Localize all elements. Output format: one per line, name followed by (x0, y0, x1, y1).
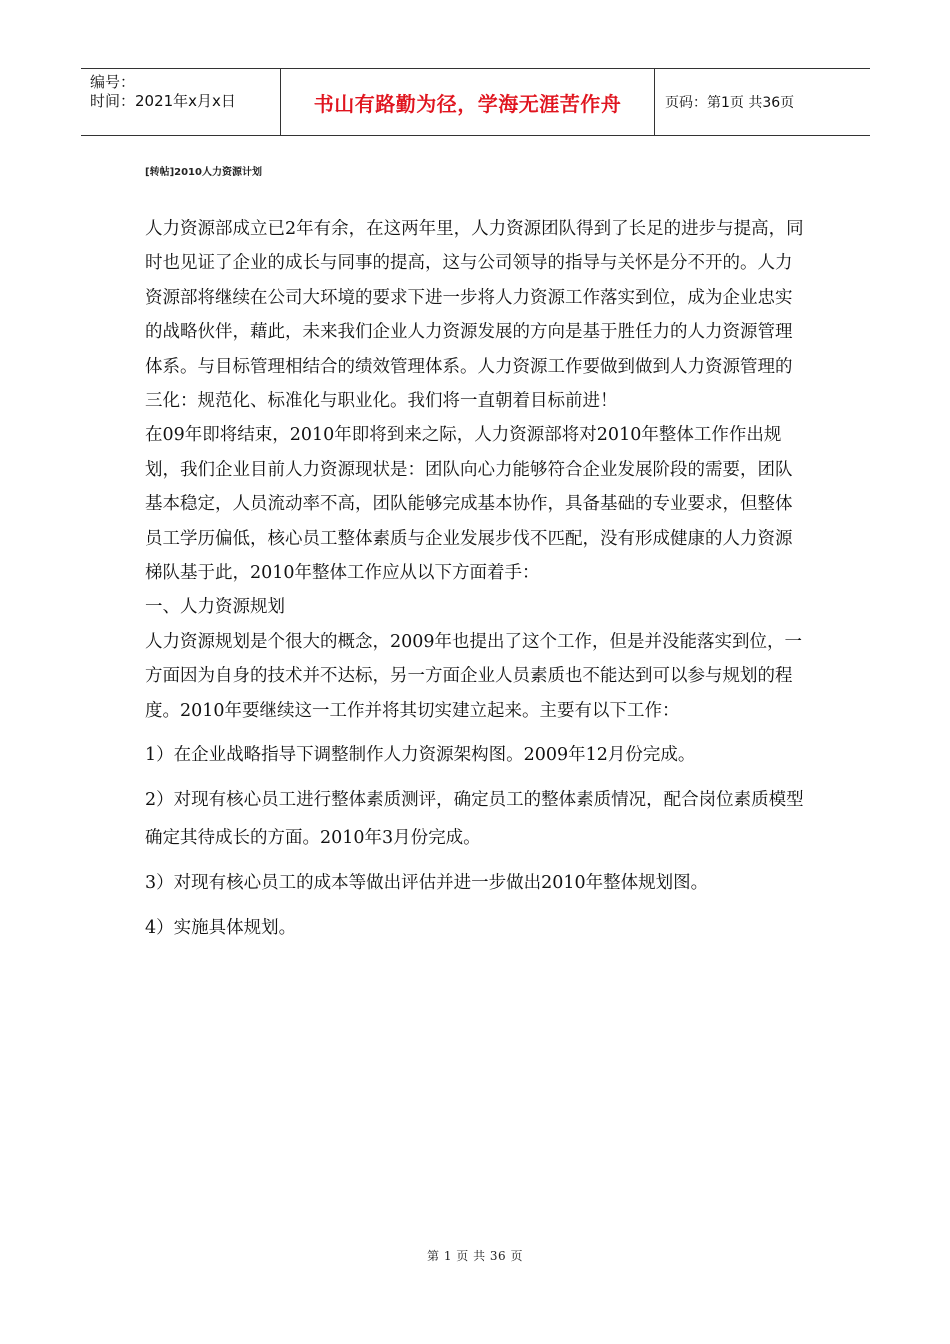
list-item: 4）实施具体规划。 (145, 918, 297, 939)
paragraph-intro: 人力资源部成立已2年有余，在这两年里，人力资源团队得到了长足的进步与提高，同时也见证了企业的成长与同事的提高，这与公司领导的指导与关怀是分不开的。人力资源部将继续在公司大环境的要求下进一步将人力资源工作落实到位，成为企业忠实的战略伙伴，藉此，未来我们企业人力资源发展的方向是基于胜任力的人力资源管理体系。与目标管理相结合的绩效管理体系。人力资源工作要做到做到人力资源管理的三化：规范化、标准化与职业化。我们将一直朝着目标前进！ (145, 219, 804, 412)
header-page-info: 页码：第1页 共36页 (665, 95, 795, 111)
list-item: 2）对现有核心员工进行整体素质测评，确定员工的整体素质情况，配合岗位素质模型确定其待成长的方面。2010年3月份完成。 (145, 790, 804, 849)
header-motto: 书山有路勤为径，学海无涯苦作舟 (281, 69, 655, 135)
paragraph-status: 在09年即将结束，2010年即将到来之际，人力资源部将对2010年整体工作作出规划，我们企业目前人力资源现状是：团队向心力能够符合企业发展阶段的需要，团队基本稳定，人员流动率不高，团队能够完成基本协作，具备基础的专业要求，但整体员工学历偏低，核心员工整体素质与企业发展步伐不匹配，没有形成健康的人力资源梯队基于此，2010年整体工作应从以下方面着手： (145, 425, 793, 584)
document-title: [转帖]2010人力资源计划 (145, 167, 262, 178)
page-header (81, 68, 870, 136)
paragraph-planning: 人力资源规划是个很大的概念，2009年也提出了这个工作，但是并没能落实到位，一方面因为自身的技术并不达标，另一方面企业人员素质也不能达到可以参与规划的程度。2010年要继续这一工作并将其切实建立起来。主要有以下工作： (145, 631, 803, 721)
document-body (145, 212, 805, 947)
document-number-label: 编号： (90, 73, 136, 91)
list-item: 3）对现有核心员工的成本等做出评估并进一步做出2010年整体规划图。 (145, 873, 709, 894)
section-heading: 一、人力资源规划 (145, 597, 285, 618)
document-date: 时间：2021年x月x日 (90, 92, 236, 110)
list-item: 1）在企业战略指导下调整制作人力资源架构图。2009年12月份完成。 (145, 745, 696, 766)
page-footer: 第 1 页 共 36 页 (427, 1249, 523, 1263)
header-meta-cell (81, 69, 281, 135)
